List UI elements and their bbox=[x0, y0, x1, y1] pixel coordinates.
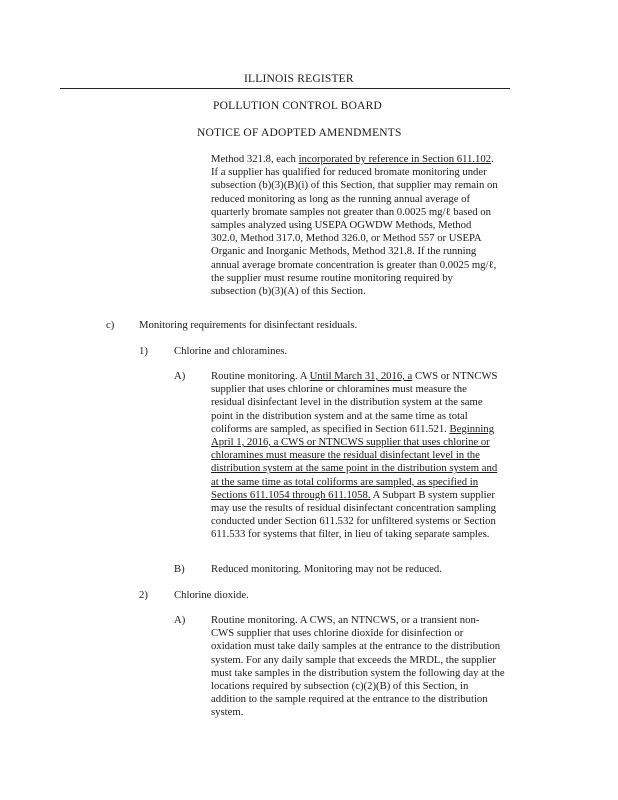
text-line bbox=[211, 528, 497, 541]
line-text: coliforms are sampled, as specified in Section 611.521. bbox=[211, 422, 450, 435]
line-text: CWS or NTNCWS bbox=[412, 370, 498, 382]
line-text: system. bbox=[211, 706, 244, 719]
text-line bbox=[211, 219, 498, 232]
line-text: quarterly bromate samples not greater than 0.0025 mg/ℓ based on bbox=[211, 205, 491, 218]
text-line bbox=[211, 153, 498, 166]
line-text: the supplier must resume routine monitoring required by bbox=[211, 271, 453, 284]
text-line bbox=[211, 272, 498, 285]
underlined-amendment-text: distribution system at the same point in the distribution system and bbox=[211, 462, 498, 475]
line-text: Routine monitoring. A CWS, an NTNCWS, or a transient non- bbox=[211, 614, 480, 626]
text-line bbox=[211, 654, 505, 667]
text-line bbox=[211, 515, 497, 528]
line-text: residual disinfectant level in the distribution system at the same bbox=[211, 396, 483, 409]
line-text: point in the distribution system and at the same time as total bbox=[211, 409, 468, 422]
text-line bbox=[211, 436, 497, 449]
text-line bbox=[211, 259, 498, 272]
text-line bbox=[211, 449, 497, 462]
line-text: supplier that uses chlorine or chloramines must measure the bbox=[211, 383, 467, 396]
text-line bbox=[211, 693, 505, 706]
text-line bbox=[211, 193, 498, 206]
header-rule bbox=[60, 88, 510, 89]
text-line bbox=[211, 423, 497, 436]
notice-title: NOTICE OF ADOPTED AMENDMENTS bbox=[197, 127, 402, 139]
line-text: Method 321.8, each bbox=[211, 153, 299, 165]
item-1-title: Chlorine and chloramines. bbox=[174, 345, 288, 357]
line-text: CWS supplier that uses chlorine dioxide for disinfection or bbox=[211, 627, 464, 640]
section-c-label: c) bbox=[106, 319, 115, 331]
line-text: must take samples in the distribution system the following day at the bbox=[211, 666, 505, 679]
continuation-paragraph bbox=[211, 153, 498, 298]
underlined-amendment-text: April 1, 2016, a CWS or NTNCWS supplier that uses chlorine or bbox=[211, 436, 490, 449]
line-text: addition to the sample required at the entrance to the distribution bbox=[211, 693, 488, 706]
text-line bbox=[211, 179, 498, 192]
line-text: reduced monitoring as long as the running annual average of bbox=[211, 192, 471, 205]
item-1a-paragraph bbox=[211, 370, 497, 542]
line-text: Routine monitoring. A bbox=[211, 370, 310, 382]
underlined-amendment-text: incorporated by reference in Section 611.102 bbox=[298, 153, 492, 165]
line-text: subsection (b)(3)(B)(i) of this Section, that supplier may remain on bbox=[211, 179, 498, 192]
text-line bbox=[211, 285, 498, 298]
text-line bbox=[211, 614, 505, 627]
text-line bbox=[211, 640, 505, 653]
text-line bbox=[211, 206, 498, 219]
text-line bbox=[211, 627, 505, 640]
text-line bbox=[211, 706, 505, 719]
line-text: 302.0, Method 317.0, Method 326.0, or Method 557 or USEPA bbox=[211, 232, 482, 245]
item-1b-label: B) bbox=[174, 563, 185, 575]
text-line bbox=[211, 476, 497, 489]
text-line bbox=[211, 166, 498, 179]
line-text: subsection (b)(3)(A) of this Section. bbox=[211, 285, 366, 298]
text-line bbox=[211, 502, 497, 515]
text-line bbox=[211, 680, 505, 693]
text-line bbox=[211, 489, 497, 502]
line-text: conducted under Section 611.532 for unfiltered systems or Section bbox=[211, 515, 496, 528]
item-1a-label: A) bbox=[174, 370, 186, 382]
item-2a-paragraph bbox=[211, 614, 505, 720]
text-line bbox=[211, 245, 498, 258]
text-line bbox=[211, 462, 497, 475]
line-text: oxidation must take daily samples at the entrance to the distribution bbox=[211, 640, 501, 653]
line-text: A Subpart B system supplier bbox=[370, 488, 495, 501]
section-c-title: Monitoring requirements for disinfectant residuals. bbox=[139, 319, 358, 331]
item-1-label: 1) bbox=[139, 345, 148, 357]
line-text: If a supplier has qualified for reduced bromate monitoring under bbox=[211, 166, 487, 179]
line-text: 611.533 for systems that filter, in lieu of taking separate samples. bbox=[211, 528, 490, 541]
underlined-amendment-text: Sections 611.1054 through 611.1058. bbox=[211, 488, 371, 501]
item-2a-label: A) bbox=[174, 614, 186, 626]
line-text: system. For any daily sample that exceeds the MRDL, the supplier bbox=[211, 653, 496, 666]
item-1b-text: Reduced monitoring. Monitoring may not be reduced. bbox=[211, 563, 442, 575]
line-text: annual average bromate concentration is greater than 0.0025 mg/ℓ, bbox=[211, 258, 497, 271]
text-line bbox=[211, 667, 505, 680]
text-line bbox=[211, 370, 497, 383]
line-text: . bbox=[491, 153, 494, 165]
item-2-title: Chlorine dioxide. bbox=[174, 589, 249, 601]
underlined-amendment-text: at the same time as total coliforms are sampled, as specified in bbox=[211, 475, 479, 488]
line-text: locations required by subsection (c)(2)(B) of this Section, in bbox=[211, 680, 469, 693]
text-line bbox=[211, 232, 498, 245]
board-title: POLLUTION CONTROL BOARD bbox=[213, 100, 383, 112]
line-text: samples analyzed using USEPA OGWDW Methods, Method bbox=[211, 219, 472, 232]
line-text: may use the results of residual disinfectant concentration sampling bbox=[211, 502, 496, 515]
underlined-amendment-text: Beginning bbox=[449, 422, 495, 435]
text-line bbox=[211, 410, 497, 423]
item-2-label: 2) bbox=[139, 589, 148, 601]
underlined-amendment-text: chloramines must measure the residual disinfectant level in the bbox=[211, 449, 480, 462]
text-line bbox=[211, 396, 497, 409]
underlined-amendment-text: Until March 31, 2016, a bbox=[309, 370, 413, 382]
text-line bbox=[211, 383, 497, 396]
line-text: Organic and Inorganic Methods, Method 321.8. If the running bbox=[211, 245, 477, 258]
register-title: ILLINOIS REGISTER bbox=[244, 73, 354, 85]
